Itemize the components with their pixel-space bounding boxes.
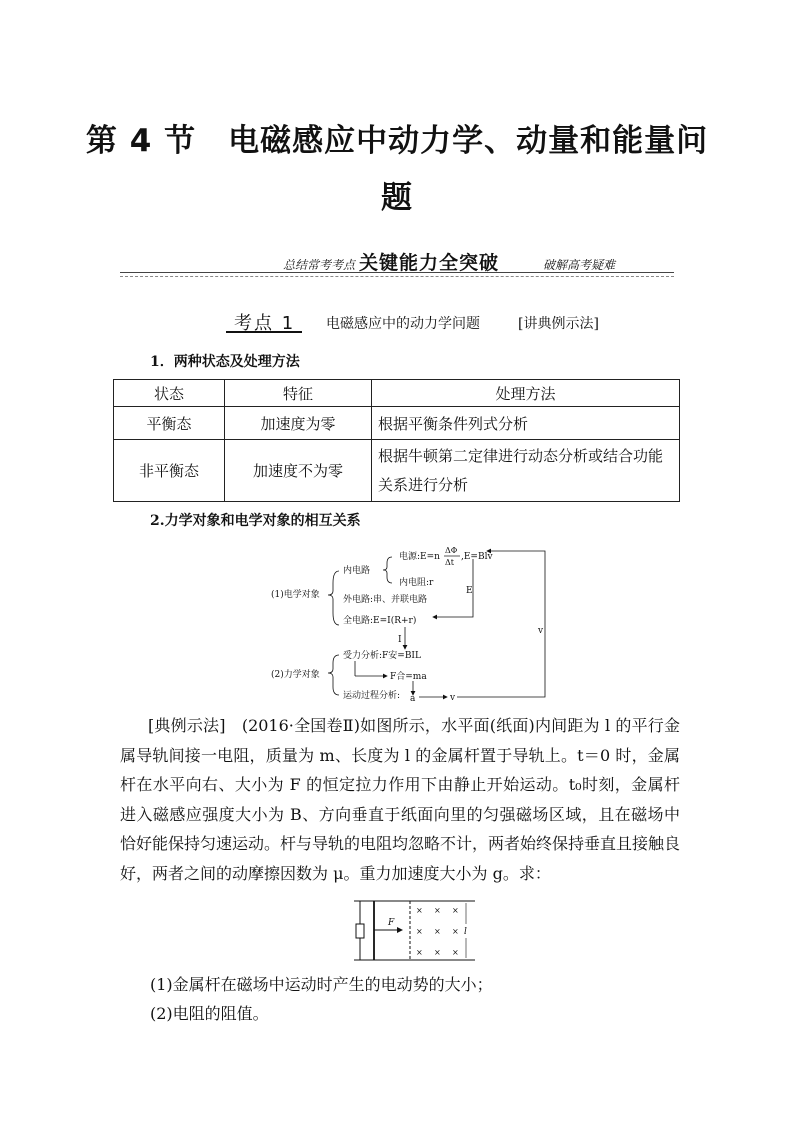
source-tail: ,E=Blv bbox=[461, 552, 493, 562]
field-cross: × bbox=[434, 906, 441, 915]
table-cell: 根据平衡条件列式分析 bbox=[372, 407, 680, 440]
kaodian-method: [讲典例示法] bbox=[518, 316, 599, 332]
field-cross: × bbox=[434, 927, 441, 936]
inner-r-label: 内电阻:r bbox=[399, 578, 434, 588]
frac-denominator: Δt bbox=[445, 558, 454, 567]
page-title-line2: 题 bbox=[381, 180, 413, 216]
full-circuit-label: 全电路:E=I(R+r) bbox=[343, 616, 417, 626]
example-paragraph: [典例示法] (2016·全国卷Ⅱ)如图所示，水平面(纸面)内间距为 l 的平行金属导轨间接一电阻，质量为 m、长度为 l 的金属杆置于导轨上。t＝0 时，金属杆在水平向右、大小为 F 的恒定拉力作用下由静止开始运动。t₀时刻，金属杆进入磁感应强度大小为 B、方向垂直于纸面向里的匀强磁场区域，且在磁场中恰好能保持匀速运动。杆与导轨的电阻均忽略不计，两者始终保持垂直且接触良好，两者之间的动摩擦因数为 μ。重力加速度大小为 g。求： bbox=[120, 716, 681, 883]
table-cell: 平衡态 bbox=[114, 407, 225, 440]
v-feedback-label: v bbox=[538, 626, 544, 636]
table-cell: 加速度为零 bbox=[225, 407, 372, 440]
newton-label: F合=ma bbox=[390, 672, 427, 682]
table-header-cell: 状态 bbox=[114, 380, 225, 407]
table-header-cell: 处理方法 bbox=[372, 380, 680, 407]
kaodian-label: 考点 1 bbox=[234, 313, 296, 334]
v2-label: v bbox=[450, 693, 456, 701]
banner-left-text: 总结常考考点 bbox=[283, 258, 356, 272]
table-header-row bbox=[114, 380, 680, 407]
field-cross: × bbox=[452, 948, 459, 957]
states-table bbox=[113, 379, 680, 502]
elec-object-label: (1)电学对象 bbox=[271, 590, 320, 600]
mech-brace bbox=[328, 655, 339, 695]
field-cross: × bbox=[452, 906, 459, 915]
width-label: l bbox=[464, 927, 467, 937]
field-cross: × bbox=[416, 906, 423, 915]
banner-main-text: 关键能力全突破 bbox=[359, 252, 500, 274]
table-cell: 非平衡态 bbox=[114, 440, 225, 502]
rail-figure bbox=[352, 898, 477, 963]
field-cross: × bbox=[416, 927, 423, 936]
force-label: 受力分析:F安=BIL bbox=[343, 651, 421, 661]
e-arrow-label: E bbox=[466, 586, 473, 596]
table-header-cell: 特征 bbox=[225, 380, 372, 407]
section2-heading: 2.力学对象和电学对象的相互关系 bbox=[150, 513, 361, 529]
table-cell: 根据牛顿第二定律进行动态分析或结合功能关系进行分析 bbox=[372, 440, 680, 502]
question-2: (2)电阻的阻值。 bbox=[150, 1004, 269, 1023]
inner-circuit-label: 内电路 bbox=[343, 566, 371, 576]
relation-diagram bbox=[265, 541, 550, 701]
question-1: (1)金属杆在磁场中运动时产生的电动势的大小； bbox=[150, 975, 493, 994]
field-cross: × bbox=[452, 927, 459, 936]
field-cross: × bbox=[416, 948, 423, 957]
resistor bbox=[356, 924, 364, 938]
source-label: 电源:E=n bbox=[399, 552, 440, 562]
v-feedback-arrow bbox=[457, 551, 545, 697]
kaodian-title: 电磁感应中的动力学问题 bbox=[326, 316, 480, 332]
section1-heading: 1．两种状态及处理方法 bbox=[150, 354, 300, 370]
frac-numerator: ΔΦ bbox=[445, 546, 458, 555]
motion-label: 运动过程分析: bbox=[343, 691, 401, 701]
banner-right-text: 破解高考疑难 bbox=[543, 258, 616, 272]
a-label: a bbox=[410, 694, 416, 701]
outer-circuit-label: 外电路:串、并联电路 bbox=[343, 595, 428, 605]
i-arrow-label: I bbox=[398, 635, 402, 645]
page-title-line1: 第 4 节 电磁感应中动力学、动量和能量问 bbox=[85, 123, 709, 159]
table-row bbox=[114, 440, 680, 502]
field-cross: × bbox=[434, 948, 441, 957]
elec-brace bbox=[328, 571, 339, 625]
force-label: F bbox=[388, 918, 395, 928]
inner-brace bbox=[383, 557, 392, 583]
mech-object-label: (2)力学对象 bbox=[271, 670, 320, 680]
banner-divider bbox=[120, 272, 674, 277]
table-cell: 加速度不为零 bbox=[225, 440, 372, 502]
table-row bbox=[114, 407, 680, 440]
